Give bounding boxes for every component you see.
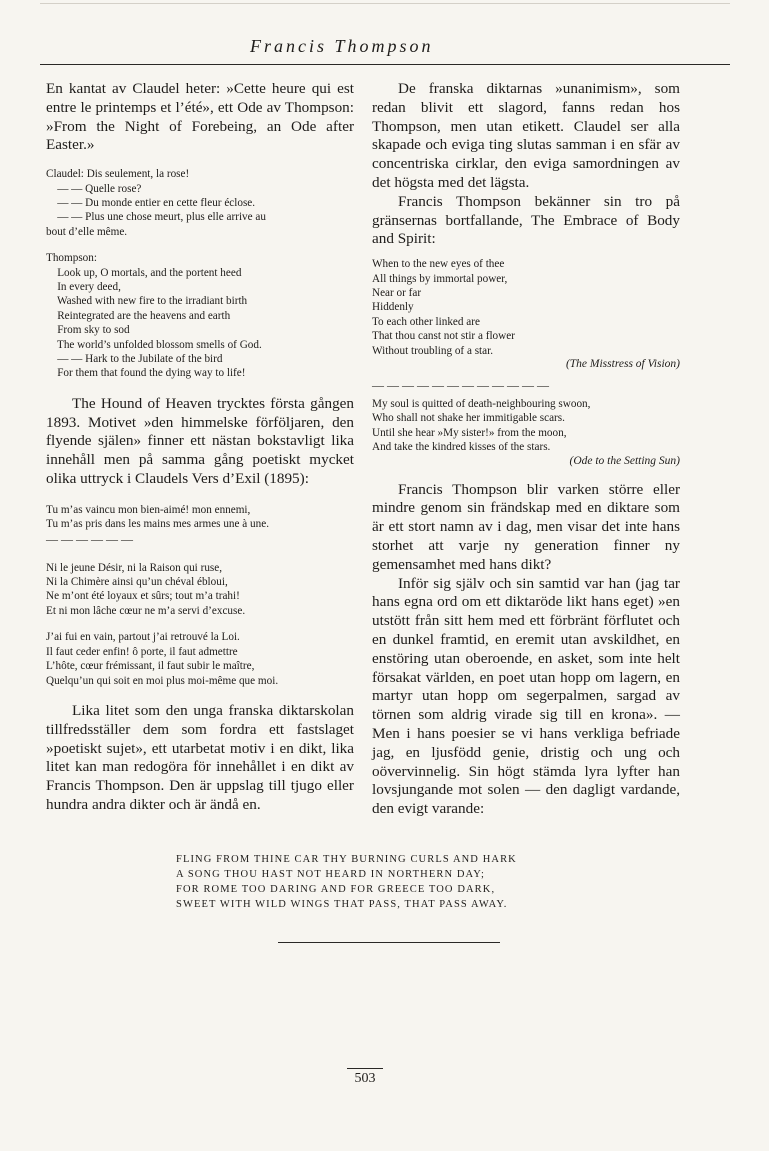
vers-exil-stanza-2: Ni le jeune Désir, ni la Raison qui ruse, Ni la Chimère ainsi qu’un chéval ébloui, Ne m’ont été loyaux et sûrs; tout m’a trahi! Et ni mon lâche cœur ne m’a servi d’excuse. bbox=[46, 561, 246, 617]
paragraph-cantata: En kantat av Claudel heter: »Cette heure qui est entre le printemps et l’été», ett Ode av Thompson: »From the Night of Forebeing, an Ode after Easter.» bbox=[46, 80, 354, 154]
header-rule bbox=[40, 64, 730, 65]
paragraph-self-and-age: Inför sig själv och sin samtid var han (jag tar hans egna ord om ett diktaröde likt hans eget) »en utstött från sitt hem med ett förbränt förflutet och en dunkel framtid, en eremit utan avskildhet, en enstöring utan oberoende, en asket, som inte helt försakat världen, en poet utan hopp om lagern, en martyr utan hopp om segerpalmen, sargad av törnen som aldrig virade sig till en krona». — Men i hans poesier se vi hans verkliga befriade jag, en ljusfödd genie, dristig och ung och oövervinnelig. Sin högt stämda lyra lyfter han lovsjungande mot solen — den dagligt vardande, den evigt varande: bbox=[372, 574, 680, 818]
top-edge-rule bbox=[40, 3, 730, 4]
ode-setting-sun-poem: My soul is quitted of death-neighbouring swoon, Who shall not shake her immitigable scars. Until she hear »My sister!» from the moon, And take the kindred kisses of the stars. bbox=[372, 398, 591, 454]
thompson-poem: Thompson: Look up, O mortals, and the portent heed In every deed, Washed with new fire to the irradiant birth Reintegrated are the heavens and earth From sky to sod The world’s unfolded blossom smells of God. — — Hark to the Jubilate of the bird For them that found the dying way to life! bbox=[46, 252, 262, 380]
paragraph-hound-of-heaven: The Hound of Heaven trycktes första gången 1893. Motivet »den himmelske förföljaren, den flyende själen» finner ett nästan bokstavligt lika innehåll men på samma gång poetiskt mycket olika uttryck i Claudels Vers d’Exil (1895): bbox=[46, 394, 354, 488]
paragraph-unanimism: De franska diktarnas »unanimism», som redan blivit ett slagord, fanns redan hos Thompson, men utan etikett. Claudel ser alla skapade och eviga ting slutas samman i en sfär av concentriska cirklar, den eviga samordningen av det högsta med det lägsta. bbox=[372, 80, 680, 191]
running-header: Francis Thompson bbox=[250, 36, 434, 56]
vers-exil-stanza-3: J’ai fui en vain, partout j’ai retrouvé la Loi. Il faut ceder enfin! ô porte, il faut admettre L’hôte, cœur frémissant, il faut subir le maître, Quelqu’un qui soit en moi plus moi-même que moi. bbox=[46, 631, 279, 687]
closing-poem: FLING FROM THINE CAR THY BURNING CURLS AND HARK A SONG THOU HAST NOT HEARD IN NORTHERN DAY; FOR ROME TOO DARING AND FOR GREECE TOO DARK, SWEET WITH WILD WINGS THAT PASS, THAT PASS AWAY. bbox=[176, 854, 517, 910]
paragraph-kinship: Francis Thompson blir varken större eller mindre genom sin frändskap med en diktare som är ett stort namn av i dag, men visar det inte hans storhet att varje ny generation finner ny gemensamhet med hans dikt? bbox=[372, 480, 680, 573]
vers-exil-stanza-1: Tu m’as vaincu mon bien-aimé! mon ennemi, Tu m’as pris dans les mains mes armes une à une. bbox=[46, 503, 269, 531]
page-number: 503 bbox=[347, 1068, 383, 1087]
dash-separator: — — — — — — bbox=[46, 531, 133, 546]
bottom-rule bbox=[278, 942, 500, 943]
attribution-ode: (Ode to the Setting Sun) bbox=[569, 454, 680, 467]
claudel-poem: Claudel: Dis seulement, la rose! — — Quelle rose? — — Du monde entier en cette fleur éclose. — — Plus une chose meurt, plus elle arrive au bout d’elle même. bbox=[46, 168, 266, 238]
paragraph-embrace: Francis Thompson bekänner sin tro på gränsernas bortfallande, The Embrace of Body and Spirit: bbox=[372, 192, 680, 248]
paragraph-french-school: Lika litet som den unga franska diktarskolan tillfredsställer dem som fordra ett fastslaget »poetiskt sujet», ett utarbetat motiv i en dikt, lika litet kan man redogöra för innehållet i en dikt av Francis Thompson. Den är uppslag till tjugo eller hundra andra dikter och är ändå en. bbox=[46, 701, 354, 813]
misstress-of-vision-poem: When to the new eyes of thee All things by immortal power, Near or far Hiddenly To each other linked are That thou canst not stir a flower Without troubling of a star. bbox=[372, 258, 515, 357]
left-column bbox=[46, 80, 354, 815]
attribution-misstress: (The Misstress of Vision) bbox=[565, 358, 680, 371]
right-column bbox=[372, 80, 680, 819]
dash-separator-right: — — — — — — — — — — — — bbox=[372, 378, 549, 393]
